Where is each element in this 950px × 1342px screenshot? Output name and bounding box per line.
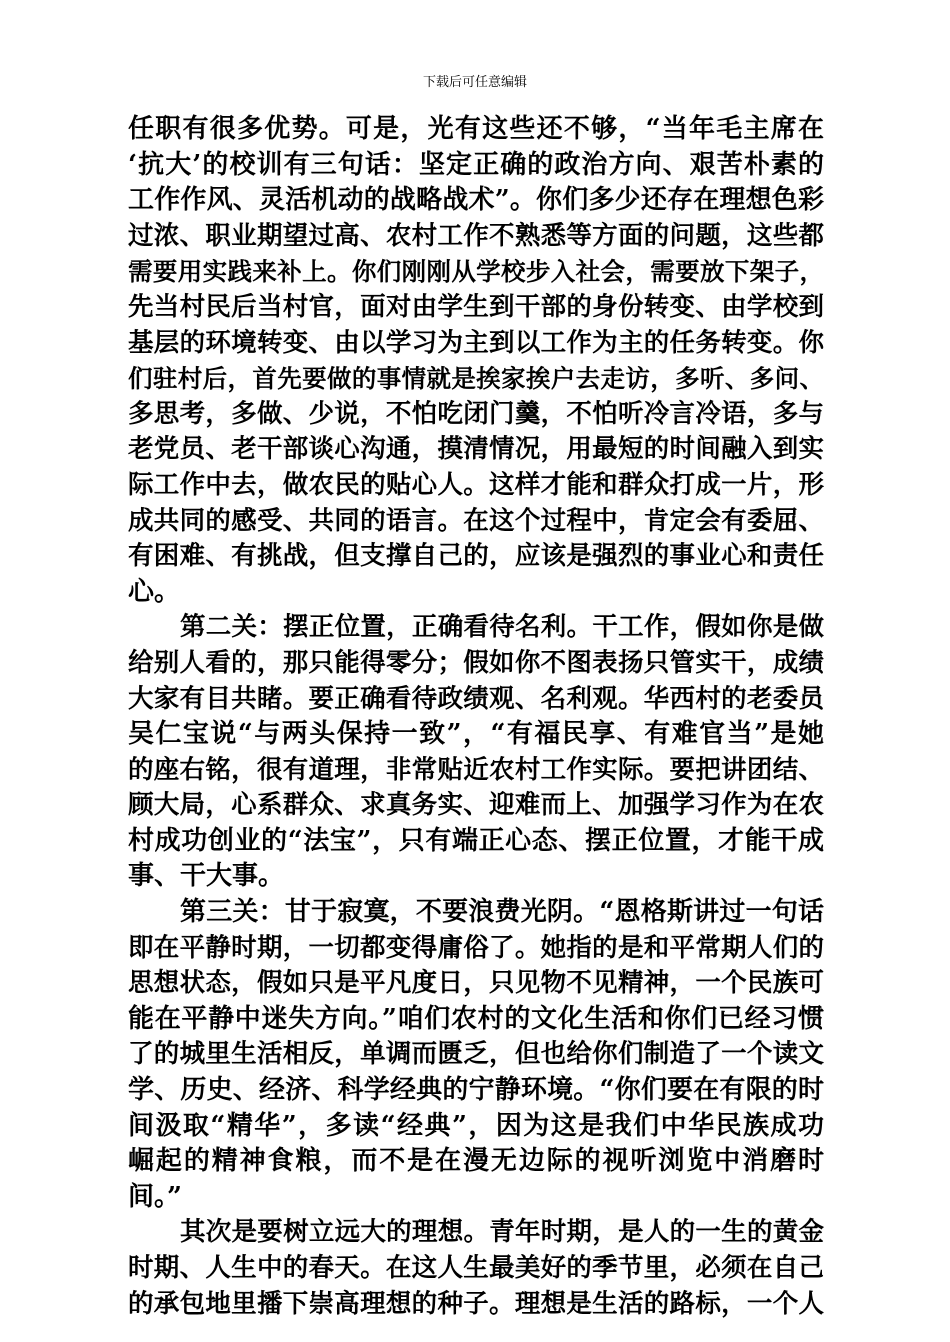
text-line: 们驻村后，首先要做的事情就是挨家挨户去走访，多听、多问、: [128, 364, 824, 394]
text-line: 成共同的感受、共同的语言。在这个过程中，肯定会有委屈、: [128, 505, 824, 536]
text-line: 的座右铭，很有道理，非常贴近农村工作实际。要把讲团结、: [128, 754, 824, 785]
text-line: 顾大局，心系群众、求真务实、迎难而上、加强学习作为在农: [128, 790, 824, 821]
paragraph-first-line: 第二关：摆正位置，正确看待名利。干工作，假如你是做: [180, 612, 824, 643]
text-line: 大家有目共睹。要正确看待政绩观、名利观。华西村的老委员: [128, 683, 824, 714]
text-line: 时期、人生中的春天。在这人生最美好的季节里，必须在自己: [128, 1253, 824, 1283]
text-line: 多思考，多做、少说，不怕吃闭门羹，不怕听冷言冷语，多与: [128, 398, 824, 429]
paragraph-first-line: 第三关：甘于寂寞，不要浪费光阴。“恩格斯讲过一句话: [180, 897, 824, 928]
text-line: 过浓、职业期望过高、农村工作不熟悉等方面的问题，这些都: [128, 220, 824, 251]
text-line: 基层的环境转变、由以学习为主到以工作为主的任务转变。你: [128, 327, 824, 358]
text-line: 思想状态，假如只是平凡度日，只见物不见精神，一个民族可: [128, 968, 824, 999]
text-line: 给别人看的，那只能得零分；假如你不图表扬只管实干，成绩: [128, 647, 824, 678]
text-line: 即在平静时期，一切都变得庸俗了。她指的是和平常期人们的: [128, 932, 824, 963]
text-line: 学、历史、经济、科学经典的宁静环境。“你们要在有限的时: [128, 1075, 824, 1106]
text-line: 任职有很多优势。可是，光有这些还不够，“当年毛主席在: [128, 114, 824, 144]
text-line: 吴仁宝说“与两头保持一致”，“有福民享、有难官当”是她: [128, 719, 824, 750]
text-line: 需要用实践来补上。你们刚刚从学校步入社会，需要放下架子，: [128, 257, 824, 287]
text-line: 老党员、老干部谈心沟通，摸清情况，用最短的时间融入到实: [128, 434, 824, 465]
text-line: 村成功创业的“法宝”，只有端正心态、摆正位置，才能干成: [128, 825, 824, 856]
text-line: ‘抗大’的校训有三句话：坚定正确的政治方向、艰苦朴素的: [128, 149, 824, 180]
page-header: 下载后可任意编辑: [422, 75, 527, 90]
text-line: 间。”: [128, 1181, 182, 1212]
text-line: 间汲取“精华”，多读“经典”，因为这是我们中华民族成功: [128, 1110, 824, 1141]
text-line: 能在平静中迷失方向。”咱们农村的文化生活和你们已经习惯: [128, 1003, 824, 1034]
paragraph-first-line: 其次是要树立远大的理想。青年时期，是人的一生的黄金: [180, 1217, 824, 1248]
text-line: 先当村民后当村官，面对由学生到干部的身份转变、由学校到: [128, 291, 824, 322]
text-line: 际工作中去，做农民的贴心人。这样才能和群众打成一片，形: [128, 469, 824, 500]
text-line: 的承包地里播下崇高理想的种子。理想是生活的路标，一个人: [128, 1288, 824, 1319]
text-line: 心。: [128, 576, 181, 607]
text-line: 有困难、有挑战，但支撑自己的，应该是强烈的事业心和责任: [128, 541, 824, 572]
text-line: 崛起的精神食粮，而不是在漫无边际的视听浏览中消磨时: [128, 1146, 824, 1177]
text-line: 事、干大事。: [128, 861, 285, 892]
text-line: 工作作风、灵活机动的战略战术”。你们多少还存在理想色彩: [128, 185, 824, 216]
document-body: [128, 112, 824, 1322]
text-line: 了的城里生活相反，单调而匮乏，但也给你们制造了一个读文: [128, 1039, 824, 1070]
